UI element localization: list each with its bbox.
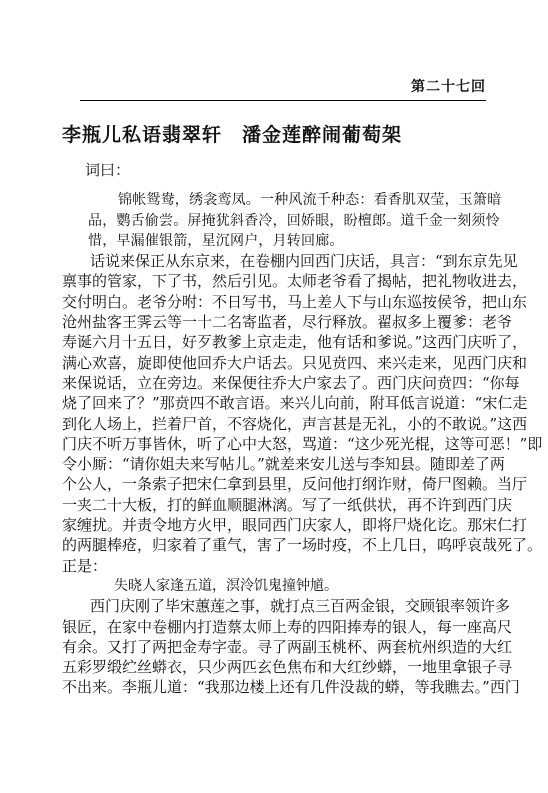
paragraph-line: 有余。又打了两把金寿字壶。寻了两副玉桃杯、两套杭州织造的大红: [62, 637, 513, 656]
paragraph-line: 银匠，在家中卷棚内打造蔡太师上寿的四阳捧寿的银人，每一座高尺: [62, 617, 513, 636]
paragraph-line: 禀事的管家，下了书，然后引见。太师老爷看了揭帖，把礼物收进去，: [62, 272, 528, 291]
body-text: [62, 160, 543, 698]
paragraph-line: 五彩罗缎纻丝蟒衣，只少两匹玄色焦布和大红纱蟒，一地里拿银子寻: [62, 658, 513, 677]
paragraph-line: 到化人场上，拦着尸首，不容烧化，声言甚是无礼，小的不敢说。”这西: [62, 414, 528, 433]
poem-line: 惜，早漏催银箭，星沉网户，月转回廊。: [88, 232, 344, 249]
paragraph-line: 烧了回来了？”那贲四不敢言语。来兴儿向前，附耳低言说道：“宋仁走: [62, 394, 528, 413]
paragraph-line: 令小厮：“请你姐夫来写帖儿。”就差来安儿送与李知县。随即差了两: [62, 455, 505, 474]
paragraph-line: 西门庆刚了毕宋蕙莲之事，就打点三百两金银，交顾银率领许多: [90, 597, 511, 616]
paragraph-line: 门庆不听万事皆休，听了心中大怒，骂道：“这少死光棍，这等可恶！”即: [62, 434, 543, 453]
poem-line: 锦帐鸳鸯，绣衾鸾凤。一种风流千种态：看香肌双莹，玉箫暗: [118, 192, 502, 209]
poem-line: 品，鹦舌偷尝。屏掩犹斜香冷，回娇眼，盼檀郎。道千金一刻须怜: [88, 212, 500, 229]
paragraph-line: 来保说话，立在旁边。来保便往乔大户家去了。西门庆问贲四：“你每: [62, 373, 520, 392]
paragraph-line: 交付明白。老爷分咐：不日写书，马上差人下与山东巡按侯爷，把山东: [62, 292, 528, 311]
paragraph-line: 沧州盐客王霁云等一十二名寄监者，尽行释放。翟叔多上覆爹：老爷: [62, 313, 513, 332]
running-head-chapter-number: 第二十七回: [80, 76, 486, 101]
paragraph-line: 家缠扰。并责令地方火甲，眼同西门庆家人，即将尸烧化讫。那宋仁打: [62, 516, 528, 535]
ci-label: 词曰：: [85, 161, 131, 179]
paragraph-line: 不出来。李瓶儿道：“我那边楼上还有几件没裁的蟒，等我瞧去。”西门: [62, 678, 520, 697]
paragraph-line: 的两腿棒疮，归家着了重气，害了一场时疫，不上几日，呜呼哀哉死了。: [62, 536, 543, 555]
paragraph-line: 个公人，一条索子把宋仁拿到县里，反问他打纲诈财，倚尸图赖。当厅: [62, 475, 528, 494]
verse-line: 失晓人家逢五道，溟泠饥鬼撞钟馗。: [114, 577, 338, 594]
chapter-title: 李瓶儿私语翡翠轩 潘金莲醉闹葡萄架: [62, 124, 403, 146]
paragraph-line: 寿诞六月十五日，好歹教爹上京走走，他有话和爹说。”这西门庆听了，: [62, 333, 528, 352]
paragraph-line: 正是：: [62, 556, 108, 575]
paragraph-line: 话说来保正从东京来，在卷棚内回西门庆话，具言：“到东京先见: [90, 252, 518, 271]
spacer: [62, 180, 482, 190]
paragraph-line: 满心欢喜，旋即使他回乔大户话去。只见贲四、来兴走来，见西门庆和: [62, 353, 528, 372]
paragraph-line: 一夹二十大板，打的鲜血顺腿淋漓。写了一纸供状，再不许到西门庆: [62, 495, 513, 514]
